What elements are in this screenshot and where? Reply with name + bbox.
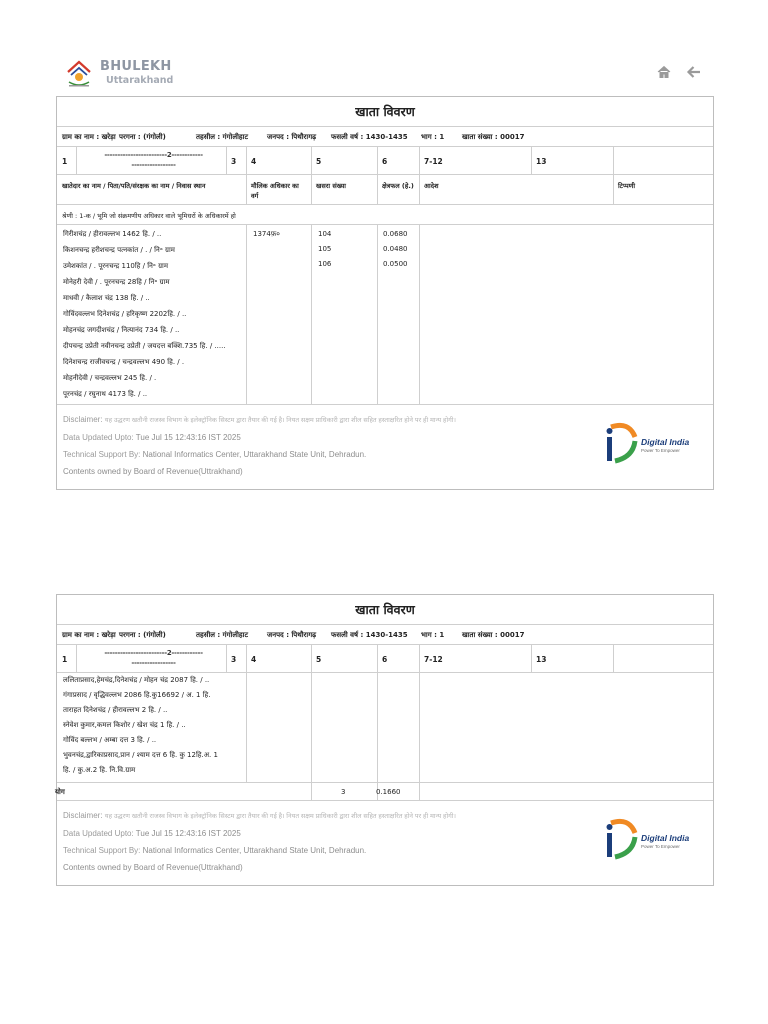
digital-india-title: Digital India [641, 833, 690, 843]
disclaimer-line [63, 415, 456, 424]
khata-record-page-1 [56, 96, 714, 490]
total-label: योग [55, 788, 65, 796]
tehsil: तहसील : गंगोलीहाट [196, 133, 248, 141]
col-number: 5 [316, 655, 322, 664]
owner-line: स्नेवेश कुमार,कमल किशोर / खेश चंद्र 1 हि. / .. [63, 721, 186, 729]
owner-block [57, 673, 713, 783]
fasli-year: फसली वर्ष : 1430-1435 [331, 631, 408, 639]
updated-line [63, 433, 241, 442]
column-header-row [57, 175, 713, 205]
record-info-row [57, 625, 713, 645]
uttarakhand-emblem-icon [64, 58, 94, 90]
owner-line: मोहनीदेवी / चन्द्रवल्लभ 245 हि. / . [63, 374, 157, 382]
col-2-dashes [81, 150, 226, 170]
bhag: भाग : 1 [421, 631, 445, 639]
original-right-value: 1374फ़० [253, 230, 280, 238]
col-number: 4 [251, 655, 257, 664]
remarks-header: टिप्पणी [618, 182, 636, 190]
category-label: श्रेणी : 1-क / भूमि जो संक्रमणीय अधिकार वाले भूमिधरों के अधिकारमें हो [62, 212, 236, 220]
updated-value: Tue Jul 15 12:43:16 IST 2025 [135, 829, 241, 838]
dash-top: ------------------------2------------ [104, 649, 203, 657]
support-value: National Informatics Center, Uttarakhand State Unit, Dehradun. [142, 450, 367, 459]
record-info-row [57, 127, 713, 147]
order-header: आदेश [424, 182, 439, 190]
owner-block [57, 225, 713, 405]
khata-number: खाता संख्या : 00017 [462, 133, 525, 141]
digital-india-title: Digital India [641, 437, 690, 447]
owner-header: खातेदार का नाम / पिता/पति/संरक्षक का नाम / निवास स्थान [62, 182, 206, 190]
total-area: 0.1660 [376, 788, 401, 796]
page-header [0, 0, 768, 96]
col-number: 6 [382, 655, 388, 664]
district: जनपद : पिथौरागढ़ [267, 133, 317, 141]
disclaimer-text: यह उद्धरण खतौनी राजस्व विभाग के इलेक्ट्रॉनिक सिस्टम द्वारा तैयार की गई है। नियत सक्षम प्राधिकारी द्वारा शील सहित हस्ताक्षरित होने पर ही मान्य होगी। [104, 417, 456, 424]
disclaimer-text: यह उद्धरण खतौनी राजस्व विभाग के इलेक्ट्रॉनिक सिस्टम द्वारा तैयार की गई है। नियत सक्षम प्राधिकारी द्वारा शील सहित हस्ताक्षरित होने पर ही मान्य होगी। [104, 813, 456, 820]
digital-india-tagline: Power To Empower [641, 448, 680, 453]
digital-india-logo [601, 813, 693, 863]
column-number-row [57, 147, 713, 175]
area-value: 0.0480 [383, 245, 408, 253]
updated-line [63, 829, 241, 838]
home-icon[interactable] [656, 64, 672, 80]
col-2-dashes [81, 648, 226, 668]
village-name: ग्राम का नाम : खरेड़ा [62, 631, 116, 639]
owner-line: ललिताप्रसाद,हेमचंद्र,दिनेशचंद्र / मोहन चंद्र 2087 हि. / .. [63, 676, 210, 684]
logo-title: BHULEKH [100, 59, 172, 74]
total-khasra: 3 [341, 788, 346, 796]
record-title: खाता विवरण [57, 595, 713, 625]
original-right-header: मौलिक अधिकार का वर्ग [251, 182, 299, 200]
logo-subtitle: Uttarakhand [106, 75, 174, 86]
digital-india-tagline: Power To Empower [641, 844, 680, 849]
owner-line: दीपचन्द्र उप्रेती नवीनचन्द्र उप्रेती / जयदत्त बक्शि.735 हि. / ..... [63, 342, 226, 350]
owner-line: मोहनचंद्र जगदीशचंद्र / नित्यानंद 734 हि. / .. [63, 326, 180, 334]
total-row [57, 783, 713, 801]
col-number: 6 [382, 157, 388, 166]
column-number-row [57, 645, 713, 673]
updated-value: Tue Jul 15 12:43:16 IST 2025 [135, 433, 241, 442]
col-number: 5 [316, 157, 322, 166]
col-number: 3 [231, 655, 237, 664]
khata-number: खाता संख्या : 00017 [462, 631, 525, 639]
area-value: 0.0500 [383, 260, 408, 268]
khasra-header: खसरा संख्या [316, 182, 346, 190]
digital-india-logo [601, 417, 693, 467]
owner-line: ताराहत दिनेशचंद्र / हीरावल्लभ 2 हि. / .. [63, 706, 168, 714]
owner-line: गंगाप्रसाद / वृद्धिवल्लभ 2086 हि.कु16692 / अ. 1 हि. [63, 691, 211, 699]
owner-line: उमेशकांत / . पूरनचन्द्र 110हि / नि॰ ग्राम [63, 262, 169, 270]
record-title: खाता विवरण [57, 97, 713, 127]
owner-line: गोविंदवल्लभ दिनेशचंद्र / हरिकृष्ण 2202हि. / .. [63, 310, 187, 318]
pargana: परगना : (गंगोली) [119, 631, 166, 639]
owner-line: भुवनचंद्र,द्वारिकाप्रसाद,प्रान / श्याम दत्त 6 हि. कु 12हि.अ. 1 [63, 751, 218, 759]
support-label: Technical Support By: [63, 846, 141, 855]
col-number: 13 [536, 157, 547, 166]
owner-line: गोविंद बल्लभ / अम्बा दत्त 3 हि. / .. [63, 736, 157, 744]
owned-line: Contents owned by Board of Revenue(Uttrakhand) [63, 467, 243, 476]
district: जनपद : पिथौरागढ़ [267, 631, 317, 639]
disclaimer-label: Disclaimer: [63, 415, 103, 424]
support-value: National Informatics Center, Uttarakhand State Unit, Dehradun. [142, 846, 367, 855]
area-header: क्षेत्रफल (हे.) [382, 182, 414, 190]
col-number: 13 [536, 655, 547, 664]
owner-line: दिनेशचन्द्र राजीवचन्द्र / चन्द्रवल्लभ 490 हि. / . [63, 358, 185, 366]
updated-label: Data Updated Upto: [63, 433, 134, 442]
disclaimer-label: Disclaimer: [63, 811, 103, 820]
col-number: 7-12 [424, 157, 443, 166]
owned-line: Contents owned by Board of Revenue(Uttrakhand) [63, 863, 243, 872]
col-number: 1 [62, 157, 68, 166]
owner-line: हि. / कु.अ.2 हि. नि.वि.ग्राम [63, 766, 136, 774]
disclaimer-footer [57, 405, 713, 489]
khasra-value: 104 [318, 230, 332, 238]
col-number: 4 [251, 157, 257, 166]
col-number: 1 [62, 655, 68, 664]
col-number: 7-12 [424, 655, 443, 664]
owner-line: गिरीशचंद्र / हीरावल्लभ 1462 हि. / .. [63, 230, 162, 238]
owner-line: माधवी / कैलाश चंद्र 138 हि. / .. [63, 294, 150, 302]
disclaimer-line [63, 811, 456, 820]
dash-top: ------------------------2------------ [104, 151, 203, 159]
owner-line: पूरनचंद्र / रघुनाथ 4173 हि. / .. [63, 390, 148, 398]
category-row [57, 205, 713, 225]
arrow-left-icon[interactable] [686, 64, 702, 80]
support-line [63, 846, 366, 855]
disclaimer-footer [57, 801, 713, 885]
owner-line: किशनचन्द्र हरीशचन्द्र पत्नकांत / . / नि॰ ग्राम [63, 246, 175, 254]
tehsil: तहसील : गंगोलीहाट [196, 631, 248, 639]
digital-india-icon [601, 417, 641, 467]
pargana: परगना : (गंगोली) [119, 133, 166, 141]
digital-india-icon [601, 813, 641, 863]
updated-label: Data Updated Upto: [63, 829, 134, 838]
support-label: Technical Support By: [63, 450, 141, 459]
khasra-value: 106 [318, 260, 332, 268]
khasra-value: 105 [318, 245, 332, 253]
col-number: 3 [231, 157, 237, 166]
khata-record-page-2 [56, 594, 714, 886]
dash-bottom: ----------------- [131, 161, 176, 169]
dash-bottom: ----------------- [131, 659, 176, 667]
support-line [63, 450, 366, 459]
area-value: 0.0680 [383, 230, 408, 238]
owner-line: मोनेहरी देवी / . पूरनचन्द्र 28हि / नि॰ ग्राम [63, 278, 170, 286]
bhag: भाग : 1 [421, 133, 445, 141]
fasli-year: फसली वर्ष : 1430-1435 [331, 133, 408, 141]
village-name: ग्राम का नाम : खरेड़ा [62, 133, 116, 141]
